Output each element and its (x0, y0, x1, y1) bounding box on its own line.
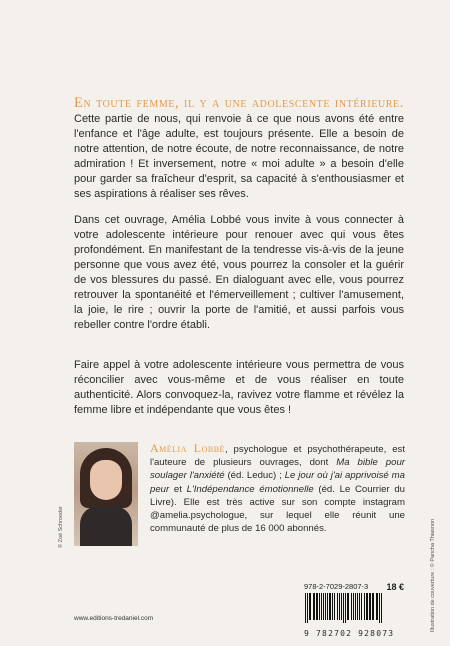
barcode-block (304, 581, 404, 638)
bio-text: , psychologue et psychothérapeute, est l'auteure de plusieurs ouvrages, dont (150, 444, 406, 469)
cover-illustration-credit: Illustration de couverture : © Pancha Thiasnon (430, 518, 436, 632)
bio-text: (éd. Leduc) ; (224, 470, 285, 482)
closing-paragraph: Faire appel à votre adolescente intérieure vous permettra de vous réconcilier avec vous-même et de vous réaliser en toute authenticité. Alors convoquez-la, ravivez votre flamme et révélez la femme libre et indépendante que vous êtes ! (74, 359, 404, 416)
photo-credit: © Zoé Schroeder (58, 506, 64, 548)
book-title: Ma bible pour soulager l'anxiété (150, 457, 405, 482)
price: 18 € (386, 581, 404, 592)
author-name: Amélia Lobbé (150, 441, 225, 455)
bio-text: et (169, 483, 187, 495)
isbn: 978-2-7029-2807-3 (304, 582, 369, 591)
barcode-icon (304, 593, 404, 623)
author-photo (74, 442, 138, 546)
publisher-website: www.editions-tredaniel.com (74, 615, 154, 622)
bio-text: (éd. Le Courrier du Livre). Elle est très active sur son compte instagram @amelia.psychologue, sur lequel elle réunit une communauté de plus de 16 000 abonnés. (150, 483, 405, 535)
book-title: L'Indépendance émotionnelle (186, 483, 314, 495)
description-paragraph: Dans cet ouvrage, Amélia Lobbé vous invite à vous connecter à votre adolescente intérieure pour renouer avec qui vous êtes profondément. En manifestant de la tendresse vis-à-vis de la jeune personne que vous avez été, vous pourrez la consoler et la guérir de vos blessures du passé. En dialoguant avec elle, vous pourrez retrouver la spontanéité et l'émerveillement ; cultiver l'amusement, la joie, le rire ; ouvrir la porte de l'amitié, et aussi parfois vous rebeller contre l'ordre établi. (74, 214, 404, 331)
ean-number: 9 782702 928073 (304, 629, 395, 638)
book-title: Le jour où j'ai apprivoisé ma peur (150, 470, 405, 495)
author-bio (150, 442, 405, 535)
intro-text: Cette partie de nous, qui renvoie à ce que nous avons été entre l'enfance et l'âge adulte, est toujours présente. Elle a besoin de notre attention, de notre écoute, de notre reconnaissance, de notre admiration ! Et inversement, notre « moi adulte » a besoin d'elle pour garder sa fraîcheur d'esprit, sa capacité à s'enthousiasmer et ses aspirations à réaliser ses rêves. (74, 113, 404, 200)
intro-paragraph (74, 96, 404, 202)
headline: En toute femme, il y a une adolescente intérieure. (74, 95, 404, 111)
